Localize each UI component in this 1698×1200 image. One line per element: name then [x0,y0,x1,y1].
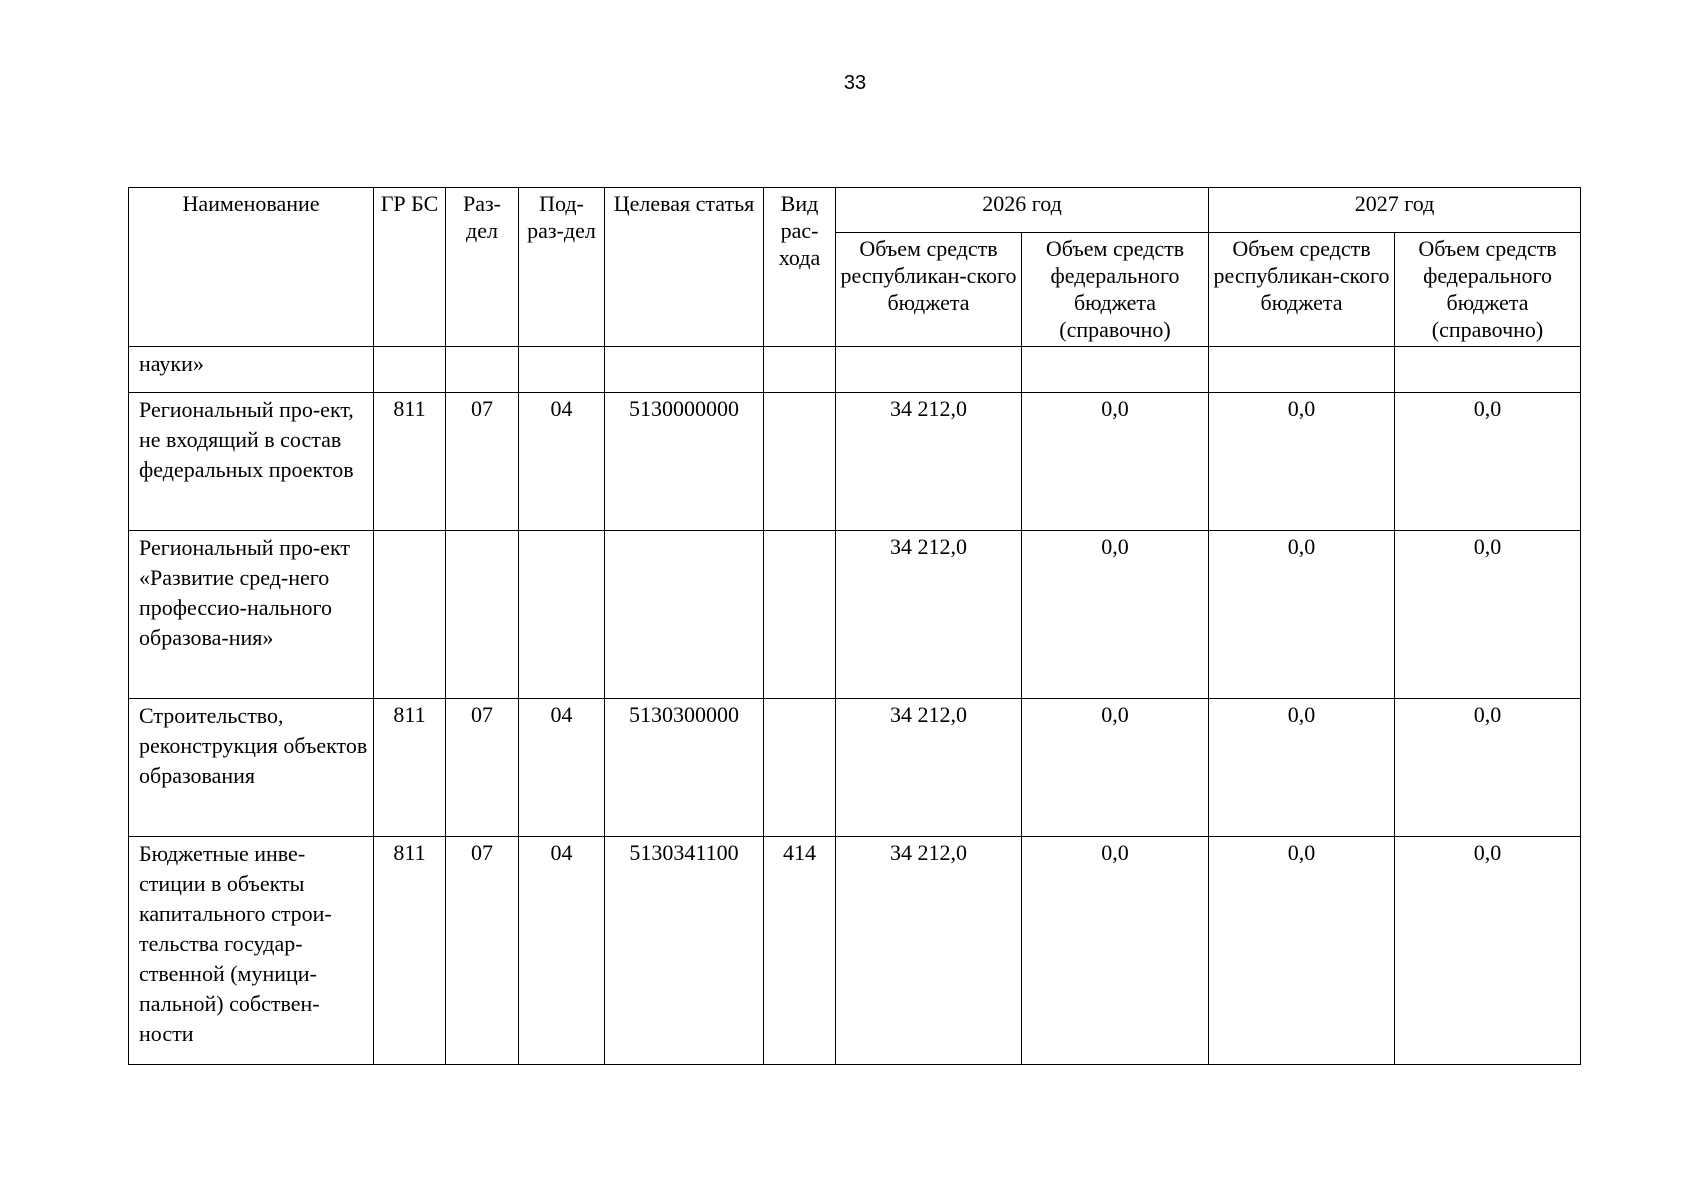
header-year-2026: 2026 год [836,188,1209,233]
cell-name: науки» [129,347,374,393]
cell-federal-2027 [1395,347,1581,393]
cell-grbs: 811 [374,837,446,1065]
cell-vid-rashoda [764,699,836,837]
budget-table [128,187,1581,1065]
table-row [129,347,1581,393]
cell-name: Строительство, реконструкция объектов образования [129,699,374,837]
table-row [129,531,1581,699]
table-row [129,837,1581,1065]
header-celevaya-statya: Целевая статья [605,188,764,347]
cell-federal-2027: 0,0 [1395,531,1581,699]
cell-republican-2026: 34 212,0 [836,393,1022,531]
cell-podrazdel: 04 [519,393,605,531]
cell-razdel: 07 [446,837,519,1065]
cell-republican-2027 [1209,347,1395,393]
cell-republican-2027: 0,0 [1209,699,1395,837]
table-header [129,188,1581,347]
header-year-2027: 2027 год [1209,188,1581,233]
header-federal-2026: Объем средств федерального бюджета (справочно) [1022,233,1209,347]
cell-republican-2026: 34 212,0 [836,531,1022,699]
cell-republican-2027: 0,0 [1209,531,1395,699]
cell-republican-2027: 0,0 [1209,837,1395,1065]
cell-republican-2027: 0,0 [1209,393,1395,531]
cell-federal-2027: 0,0 [1395,699,1581,837]
cell-federal-2026: 0,0 [1022,393,1209,531]
cell-vid-rashoda [764,531,836,699]
cell-vid-rashoda [764,393,836,531]
cell-razdel: 07 [446,393,519,531]
cell-name: Региональный про-ект, не входящий в состав федеральных проектов [129,393,374,531]
cell-vid-rashoda: 414 [764,837,836,1065]
cell-razdel: 07 [446,699,519,837]
table-row [129,699,1581,837]
cell-razdel [446,531,519,699]
cell-grbs [374,531,446,699]
cell-federal-2026: 0,0 [1022,531,1209,699]
cell-celevaya-statya [605,531,764,699]
cell-federal-2026: 0,0 [1022,699,1209,837]
cell-federal-2027: 0,0 [1395,393,1581,531]
cell-celevaya-statya: 5130341100 [605,837,764,1065]
cell-grbs: 811 [374,393,446,531]
cell-name: Региональный про-ект «Развитие сред-него профессио-нального образова-ния» [129,531,374,699]
cell-name: Бюджетные инве-стиции в объекты капитального строи-тельства государ-ственной (муници-пальной) собствен-ности [129,837,374,1065]
header-razdel: Раз-дел [446,188,519,347]
cell-grbs [374,347,446,393]
cell-republican-2026: 34 212,0 [836,699,1022,837]
cell-federal-2026 [1022,347,1209,393]
header-republican-2026: Объем средств республикан-ского бюджета [836,233,1022,347]
cell-federal-2027: 0,0 [1395,837,1581,1065]
page-number: 33 [843,72,867,94]
cell-celevaya-statya: 5130300000 [605,699,764,837]
cell-republican-2026: 34 212,0 [836,837,1022,1065]
table-body [129,347,1581,1065]
header-podrazdel: Под-раз-дел [519,188,605,347]
header-federal-2027: Объем средств федерального бюджета (справочно) [1395,233,1581,347]
cell-podrazdel [519,531,605,699]
cell-celevaya-statya [605,347,764,393]
cell-celevaya-statya: 5130000000 [605,393,764,531]
cell-federal-2026: 0,0 [1022,837,1209,1065]
header-grbs: ГР БС [374,188,446,347]
cell-grbs: 811 [374,699,446,837]
cell-podrazdel: 04 [519,699,605,837]
header-republican-2027: Объем средств республикан-ского бюджета [1209,233,1395,347]
cell-republican-2026 [836,347,1022,393]
header-name: Наименование [129,188,374,347]
cell-vid-rashoda [764,347,836,393]
header-vid-rashoda: Вид рас-хода [764,188,836,347]
cell-podrazdel: 04 [519,837,605,1065]
table-row [129,393,1581,531]
cell-razdel [446,347,519,393]
cell-podrazdel [519,347,605,393]
